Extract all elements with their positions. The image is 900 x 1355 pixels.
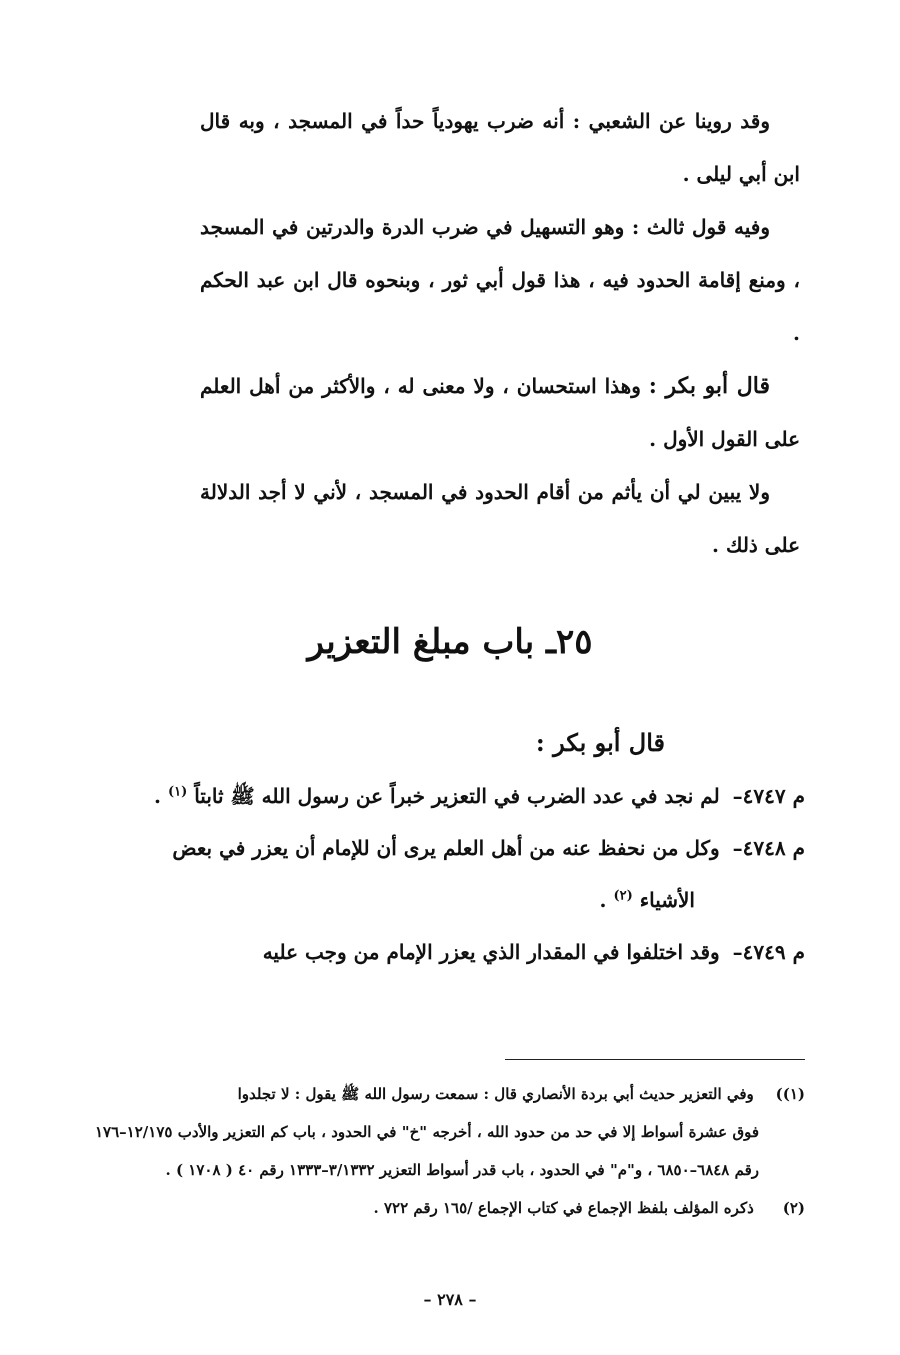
entry-4748 xyxy=(95,822,805,926)
paragraph-1-text: وقد روينا عن الشعبي : أنه ضرب يهودياً حداً في المسجد ، وبه قال ابن أبي ليلى . xyxy=(200,109,800,186)
entries-list xyxy=(95,770,805,978)
entry-4749 xyxy=(95,926,805,978)
paragraph-3-text: وهذا استحسان ، ولا معنى له ، والأكثر من أهل العلم على القول الأول . xyxy=(200,374,800,451)
entry-code: م ٤٧٤٩– xyxy=(732,940,805,964)
paragraph-4-text: ولا يبين لي أن يأثم من أقام الحدود في المسجد ، لأني لا أجد الدلالة على ذلك . xyxy=(200,480,800,557)
top-text-block xyxy=(200,95,800,572)
paragraph-2 xyxy=(200,201,800,360)
entry-end: . xyxy=(154,784,161,808)
entry-code: م ٤٧٤٨– xyxy=(732,836,805,860)
footnote-ref: (١) xyxy=(167,784,188,800)
footnote-divider xyxy=(505,1059,805,1060)
footnote-ref: (٢) xyxy=(613,888,633,904)
entry-continuation xyxy=(95,874,805,926)
footnote-line1: ذكره المؤلف بلفظ الإجماع في كتاب الإجماع /١٦٥ رقم ٧٢٢ . xyxy=(373,1199,754,1217)
footnote-line1: وفي التعزير حديث أبي بردة الأنصاري قال : سمعت رسول الله ﷺ يقول : لا تجلدوا xyxy=(237,1085,754,1103)
entry-text: لم نجد في عدد الضرب في التعزير خبراً عن رسول الله ﷺ ثابتاً xyxy=(194,784,720,808)
entry-end: . xyxy=(599,888,607,912)
footnote-2 xyxy=(95,1189,805,1227)
entry-text: وكل من نحفظ عنه من أهل العلم يرى أن للإمام أن يعزر في بعض xyxy=(172,836,720,860)
paragraph-3 xyxy=(200,360,800,466)
paragraph-4 xyxy=(200,466,800,572)
paragraph-3-lead: قال أبو بكر : xyxy=(648,373,770,399)
entry-text: وقد اختلفوا في المقدار الذي يعزر الإمام من وجب عليه xyxy=(262,940,720,964)
footnote-number: (١)) xyxy=(775,1085,805,1103)
section-lead: قال أبو بكر : xyxy=(535,728,665,757)
footnote-1 xyxy=(95,1075,805,1189)
page-number: – ٢٧٨ – xyxy=(423,1290,477,1309)
footnotes-block xyxy=(95,1075,805,1227)
entry-code: م ٤٧٤٧– xyxy=(732,784,805,808)
footnote-number: (٢) xyxy=(782,1199,805,1217)
entry-4747 xyxy=(95,770,805,822)
paragraph-1 xyxy=(200,95,800,201)
footnote-rest: فوق عشرة أسواط إلا في حد من حدود الله ، أخرجه "خ" في الحدود ، باب كم التعزير والأدب ١٢/١٧٥–١٧٦ رقم ٦٨٤٨–٦٨٥٠ ، و"م" في الحدود ، باب قدر أسواط التعزير ٣/١٣٣٢–١٣٣٣ رقم ٤٠ ( ١٧٠٨ ) . xyxy=(95,1123,759,1179)
chapter-heading: ٢٥ـ باب مبلغ التعزير xyxy=(307,622,593,662)
entry-cont-text: الأشياء xyxy=(639,888,695,912)
paragraph-2-text: وفيه قول ثالث : وهو التسهيل في ضرب الدرة والدرتين في المسجد ، ومنع إقامة الحدود فيه ، هذا قول أبي ثور ، وبنحوه قال ابن عبد الحكم . xyxy=(200,215,800,345)
